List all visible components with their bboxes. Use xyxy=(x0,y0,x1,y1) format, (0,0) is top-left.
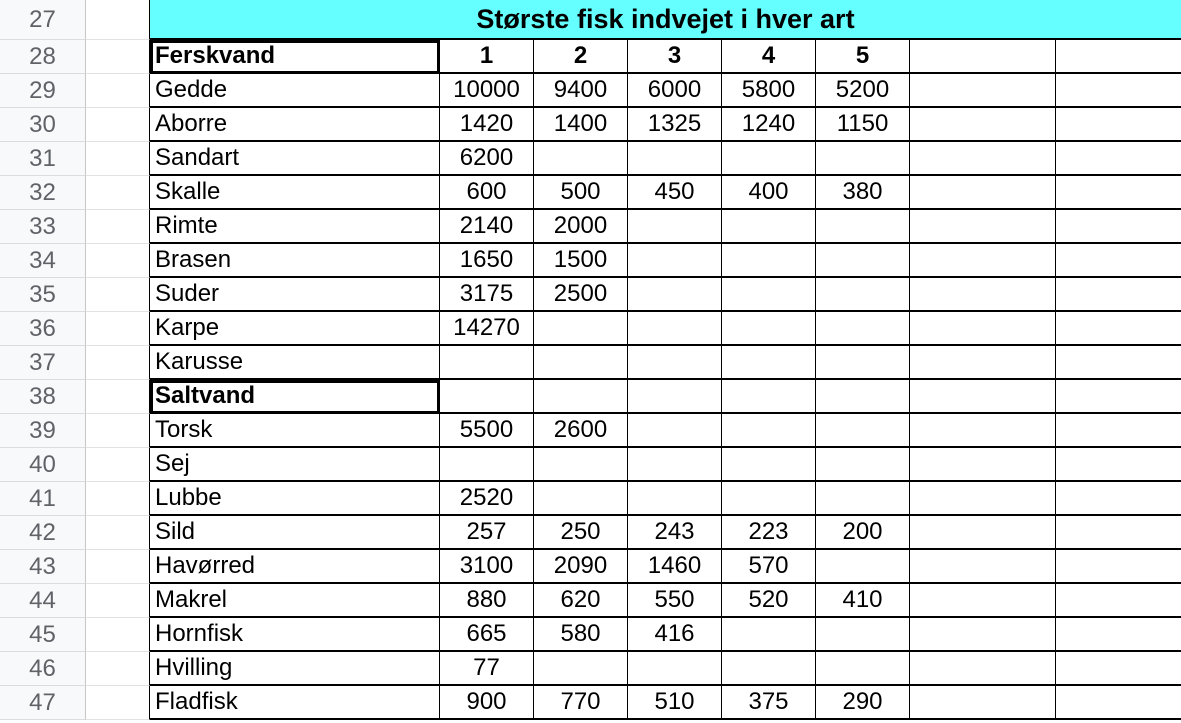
cell[interactable] xyxy=(1056,312,1181,346)
weight-cell[interactable] xyxy=(816,380,910,414)
weight-cell[interactable]: 2140 xyxy=(440,210,534,244)
sheet-row xyxy=(0,482,1181,516)
cell[interactable] xyxy=(910,142,1056,176)
weight-cell[interactable] xyxy=(722,244,816,278)
weight-cell[interactable]: 14270 xyxy=(440,312,534,346)
weight-cell[interactable]: 1150 xyxy=(816,108,910,142)
cell[interactable] xyxy=(910,482,1056,516)
weight-cell[interactable]: 380 xyxy=(816,176,910,210)
cell[interactable] xyxy=(1056,346,1181,380)
cell[interactable] xyxy=(910,516,1056,550)
weight-cell[interactable]: 5800 xyxy=(722,74,816,108)
cell[interactable] xyxy=(910,584,1056,618)
weight-cell[interactable]: 5500 xyxy=(440,414,534,448)
weight-cell[interactable]: 250 xyxy=(534,516,628,550)
weight-cell[interactable] xyxy=(440,380,534,414)
fish-name-cell[interactable]: Karpe xyxy=(150,312,440,346)
cell[interactable] xyxy=(1056,550,1181,584)
cell[interactable] xyxy=(86,414,150,448)
weight-cell[interactable] xyxy=(534,448,628,482)
weight-cell[interactable]: 5200 xyxy=(816,74,910,108)
fish-name-cell[interactable]: Hvilling xyxy=(150,652,440,686)
weight-cell[interactable] xyxy=(722,210,816,244)
cell[interactable] xyxy=(86,210,150,244)
cell[interactable] xyxy=(910,210,1056,244)
weight-cell[interactable] xyxy=(534,652,628,686)
row-header[interactable]: 41 xyxy=(0,482,86,516)
weight-cell[interactable] xyxy=(816,142,910,176)
weight-cell[interactable]: 6000 xyxy=(628,74,722,108)
weight-cell[interactable]: 550 xyxy=(628,584,722,618)
weight-cell[interactable] xyxy=(722,448,816,482)
weight-cell[interactable]: 2000 xyxy=(534,210,628,244)
weight-cell[interactable]: 620 xyxy=(534,584,628,618)
weight-cell[interactable] xyxy=(628,278,722,312)
column-number-cell[interactable]: 1 xyxy=(440,40,534,74)
cell[interactable] xyxy=(910,40,1056,74)
cell[interactable] xyxy=(910,414,1056,448)
sheet-row xyxy=(0,244,1181,278)
weight-cell[interactable] xyxy=(534,312,628,346)
fish-name-cell[interactable]: Sej xyxy=(150,448,440,482)
weight-cell[interactable] xyxy=(722,482,816,516)
sheet-row xyxy=(0,40,1181,74)
column-number-cell[interactable]: 5 xyxy=(816,40,910,74)
weight-cell[interactable]: 10000 xyxy=(440,74,534,108)
weight-cell[interactable] xyxy=(816,210,910,244)
sheet-row xyxy=(0,652,1181,686)
weight-cell[interactable] xyxy=(628,482,722,516)
data-rows xyxy=(0,74,1181,720)
cell[interactable] xyxy=(1056,414,1181,448)
row-header[interactable]: 39 xyxy=(0,414,86,448)
weight-cell[interactable] xyxy=(628,346,722,380)
row-header[interactable]: 46 xyxy=(0,652,86,686)
weight-cell[interactable]: 223 xyxy=(722,516,816,550)
cell[interactable] xyxy=(86,278,150,312)
weight-cell[interactable]: 416 xyxy=(628,618,722,652)
weight-cell[interactable] xyxy=(628,380,722,414)
weight-cell[interactable]: 880 xyxy=(440,584,534,618)
fish-name-cell[interactable]: Sild xyxy=(150,516,440,550)
sheet-title-cell[interactable]: Største fisk indvejet i hver art xyxy=(150,0,1181,40)
weight-cell[interactable] xyxy=(722,278,816,312)
row-header[interactable]: 44 xyxy=(0,584,86,618)
sheet-row xyxy=(0,584,1181,618)
fish-name-cell[interactable]: Karusse xyxy=(150,346,440,380)
cell[interactable] xyxy=(910,312,1056,346)
row-header[interactable]: 28 xyxy=(0,40,86,74)
sheet-row xyxy=(0,686,1181,720)
fish-name-cell[interactable]: Sandart xyxy=(150,142,440,176)
weight-cell[interactable] xyxy=(816,346,910,380)
sheet-row xyxy=(0,210,1181,244)
cell[interactable] xyxy=(910,686,1056,720)
weight-cell[interactable] xyxy=(816,278,910,312)
cell[interactable] xyxy=(86,74,150,108)
row-header[interactable]: 38 xyxy=(0,380,86,414)
weight-cell[interactable] xyxy=(722,618,816,652)
column-number-cell[interactable]: 4 xyxy=(722,40,816,74)
cell[interactable] xyxy=(910,346,1056,380)
column-number-cell[interactable]: 2 xyxy=(534,40,628,74)
row-header[interactable]: 47 xyxy=(0,686,86,720)
column-number-cell[interactable]: 3 xyxy=(628,40,722,74)
weight-cell[interactable]: 1500 xyxy=(534,244,628,278)
cell[interactable] xyxy=(86,346,150,380)
sheet-row xyxy=(0,414,1181,448)
cell[interactable] xyxy=(86,448,150,482)
cell[interactable] xyxy=(910,550,1056,584)
weight-cell[interactable] xyxy=(816,550,910,584)
weight-cell[interactable] xyxy=(628,414,722,448)
fish-name-cell[interactable]: Gedde xyxy=(150,74,440,108)
sheet-row xyxy=(0,176,1181,210)
cell[interactable] xyxy=(1056,380,1181,414)
fish-name-cell[interactable]: Rimte xyxy=(150,210,440,244)
weight-cell[interactable]: 3100 xyxy=(440,550,534,584)
weight-cell[interactable] xyxy=(722,414,816,448)
sheet-row xyxy=(0,108,1181,142)
cell[interactable] xyxy=(1056,516,1181,550)
weight-cell[interactable]: 6200 xyxy=(440,142,534,176)
cell[interactable] xyxy=(1056,142,1181,176)
weight-cell[interactable] xyxy=(534,346,628,380)
weight-cell[interactable] xyxy=(816,244,910,278)
cell[interactable] xyxy=(1056,74,1181,108)
weight-cell[interactable]: 1650 xyxy=(440,244,534,278)
weight-cell[interactable] xyxy=(816,618,910,652)
weight-cell[interactable]: 900 xyxy=(440,686,534,720)
sheet-row xyxy=(0,380,1181,414)
weight-cell[interactable]: 600 xyxy=(440,176,534,210)
cell[interactable] xyxy=(86,176,150,210)
cell[interactable] xyxy=(910,108,1056,142)
row-header[interactable]: 31 xyxy=(0,142,86,176)
sheet-row xyxy=(0,142,1181,176)
cell[interactable] xyxy=(86,0,150,40)
weight-cell[interactable]: 2090 xyxy=(534,550,628,584)
cell[interactable] xyxy=(1056,176,1181,210)
cell[interactable] xyxy=(86,40,150,74)
weight-cell[interactable] xyxy=(722,380,816,414)
row-header[interactable]: 35 xyxy=(0,278,86,312)
weight-cell[interactable] xyxy=(628,312,722,346)
cell[interactable] xyxy=(1056,278,1181,312)
weight-cell[interactable] xyxy=(628,448,722,482)
row-header[interactable]: 42 xyxy=(0,516,86,550)
row-header[interactable]: 32 xyxy=(0,176,86,210)
weight-cell[interactable] xyxy=(440,448,534,482)
weight-cell[interactable] xyxy=(628,210,722,244)
cell[interactable] xyxy=(910,74,1056,108)
cell[interactable] xyxy=(86,108,150,142)
weight-cell[interactable] xyxy=(816,414,910,448)
cell[interactable] xyxy=(1056,482,1181,516)
cell[interactable] xyxy=(910,652,1056,686)
cell[interactable] xyxy=(86,244,150,278)
cell[interactable] xyxy=(86,516,150,550)
weight-cell[interactable] xyxy=(816,448,910,482)
weight-cell[interactable]: 770 xyxy=(534,686,628,720)
cell[interactable] xyxy=(86,482,150,516)
sheet-row xyxy=(0,312,1181,346)
row-header[interactable]: 34 xyxy=(0,244,86,278)
weight-cell[interactable]: 1460 xyxy=(628,550,722,584)
section-label-cell[interactable]: Ferskvand xyxy=(150,40,440,74)
sheet-row xyxy=(0,74,1181,108)
weight-cell[interactable]: 77 xyxy=(440,652,534,686)
row-header[interactable]: 30 xyxy=(0,108,86,142)
section-label-cell[interactable]: Saltvand xyxy=(150,380,440,414)
weight-cell[interactable] xyxy=(534,482,628,516)
row-header[interactable]: 43 xyxy=(0,550,86,584)
weight-cell[interactable]: 375 xyxy=(722,686,816,720)
sheet-row xyxy=(0,0,1181,40)
weight-cell[interactable]: 2600 xyxy=(534,414,628,448)
cell[interactable] xyxy=(910,176,1056,210)
cell[interactable] xyxy=(86,142,150,176)
weight-cell[interactable]: 2520 xyxy=(440,482,534,516)
weight-cell[interactable]: 3175 xyxy=(440,278,534,312)
weight-cell[interactable]: 510 xyxy=(628,686,722,720)
fish-name-cell[interactable]: Brasen xyxy=(150,244,440,278)
row-header[interactable]: 37 xyxy=(0,346,86,380)
fish-name-cell[interactable]: Torsk xyxy=(150,414,440,448)
weight-cell[interactable] xyxy=(722,312,816,346)
cell[interactable] xyxy=(86,618,150,652)
cell[interactable] xyxy=(86,652,150,686)
weight-cell[interactable]: 1325 xyxy=(628,108,722,142)
weight-cell[interactable]: 665 xyxy=(440,618,534,652)
weight-cell[interactable] xyxy=(534,142,628,176)
weight-cell[interactable]: 1400 xyxy=(534,108,628,142)
cell[interactable] xyxy=(910,448,1056,482)
cell[interactable] xyxy=(1056,210,1181,244)
cell[interactable] xyxy=(1056,652,1181,686)
weight-cell[interactable]: 257 xyxy=(440,516,534,550)
cell[interactable] xyxy=(86,312,150,346)
weight-cell[interactable]: 570 xyxy=(722,550,816,584)
weight-cell[interactable] xyxy=(722,652,816,686)
fish-name-cell[interactable]: Hornfisk xyxy=(150,618,440,652)
weight-cell[interactable] xyxy=(722,142,816,176)
row-header[interactable]: 36 xyxy=(0,312,86,346)
cell[interactable] xyxy=(1056,686,1181,720)
fish-name-cell[interactable]: Lubbe xyxy=(150,482,440,516)
row-header[interactable]: 27 xyxy=(0,0,86,40)
weight-cell[interactable] xyxy=(816,312,910,346)
cell[interactable] xyxy=(1056,244,1181,278)
weight-cell[interactable] xyxy=(628,652,722,686)
cell[interactable] xyxy=(1056,448,1181,482)
weight-cell[interactable]: 580 xyxy=(534,618,628,652)
weight-cell[interactable]: 400 xyxy=(722,176,816,210)
weight-cell[interactable]: 2500 xyxy=(534,278,628,312)
weight-cell[interactable]: 9400 xyxy=(534,74,628,108)
cell[interactable] xyxy=(910,380,1056,414)
sheet-row xyxy=(0,346,1181,380)
row-header[interactable]: 45 xyxy=(0,618,86,652)
weight-cell[interactable]: 290 xyxy=(816,686,910,720)
sheet-row xyxy=(0,278,1181,312)
weight-cell[interactable]: 520 xyxy=(722,584,816,618)
weight-cell[interactable]: 200 xyxy=(816,516,910,550)
weight-cell[interactable] xyxy=(722,346,816,380)
fish-name-cell[interactable]: Suder xyxy=(150,278,440,312)
cell[interactable] xyxy=(1056,618,1181,652)
row-header[interactable]: 33 xyxy=(0,210,86,244)
sheet-row xyxy=(0,448,1181,482)
row-header[interactable]: 40 xyxy=(0,448,86,482)
cell[interactable] xyxy=(86,686,150,720)
sheet-row xyxy=(0,618,1181,652)
cell[interactable] xyxy=(910,618,1056,652)
weight-cell[interactable] xyxy=(816,652,910,686)
cell[interactable] xyxy=(1056,40,1181,74)
weight-cell[interactable] xyxy=(440,346,534,380)
weight-cell[interactable]: 500 xyxy=(534,176,628,210)
cell[interactable] xyxy=(86,584,150,618)
weight-cell[interactable] xyxy=(816,482,910,516)
sheet-row xyxy=(0,516,1181,550)
weight-cell[interactable]: 450 xyxy=(628,176,722,210)
cell[interactable] xyxy=(86,380,150,414)
sheet-row xyxy=(0,550,1181,584)
weight-cell[interactable] xyxy=(534,380,628,414)
weight-cell[interactable]: 243 xyxy=(628,516,722,550)
cell[interactable] xyxy=(1056,108,1181,142)
cell[interactable] xyxy=(1056,584,1181,618)
cell[interactable] xyxy=(86,550,150,584)
cell[interactable] xyxy=(910,278,1056,312)
weight-cell[interactable]: 410 xyxy=(816,584,910,618)
weight-cell[interactable] xyxy=(628,142,722,176)
weight-cell[interactable] xyxy=(628,244,722,278)
fish-name-cell[interactable]: Havørred xyxy=(150,550,440,584)
fish-name-cell[interactable]: Makrel xyxy=(150,584,440,618)
fish-name-cell[interactable]: Skalle xyxy=(150,176,440,210)
weight-cell[interactable]: 1240 xyxy=(722,108,816,142)
cell[interactable] xyxy=(910,244,1056,278)
row-header[interactable]: 29 xyxy=(0,74,86,108)
fish-name-cell[interactable]: Fladfisk xyxy=(150,686,440,720)
fish-name-cell[interactable]: Aborre xyxy=(150,108,440,142)
weight-cell[interactable]: 1420 xyxy=(440,108,534,142)
